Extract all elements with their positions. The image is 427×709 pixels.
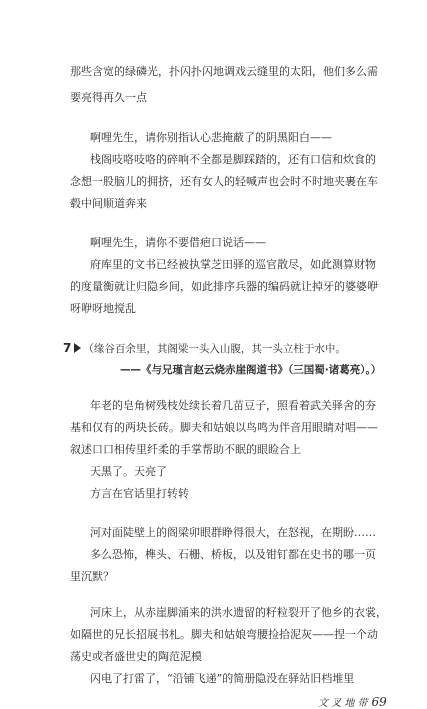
triangle-marker-icon [74,343,81,353]
text-line: 荡史或者盛世史的陶范泥模 [70,650,202,663]
text-line: 啊哩先生，请你别指认心悲掩蔽了的阴黑阳白—— [90,131,332,144]
text-line: 的度量衡就让归隐乡间，如此排序兵器的编码就让掉牙的婆婆咿 [70,280,378,293]
text-line: 栈阁吱咯吱咯的碎响不全都是脚踩踏的，还有口信和炊食的 [90,153,376,166]
text-line: 叙述口口相传里纤柔的手掌帮助不眠的眼睑合上 [70,443,301,456]
section-number: 7 [63,341,72,355]
text-line: 河床上，从赤崖脚涌来的洪水遗留的籽粒裂开了他乡的衣裳， [90,606,387,619]
text-line: 基和仅有的两块长砖。脚夫和姑娘以鸟鸣为伴音用眼睛对唱—— [70,421,378,434]
section-heading [63,341,346,356]
page-footer [318,694,387,709]
text-line: 府库里的文书已经被执掌芝田驿的巡官散尽，如此测算财物 [90,258,376,271]
text-line: 呀咿呀地搅乱 [70,302,136,315]
text-line: 那些含宽的绿磷光，扑闪扑闪地调戏云缝里的太阳，他们多么需 [70,65,378,78]
text-line: 啊哩先生，请你不要借疤口说话—— [90,236,266,249]
text-line: 多么恐怖，榫头、石栅、桥板，以及钳钉都在史书的哪一页 [90,548,376,561]
text-line: 年老的皂角树残枝处续长着几苗豆子，照看着武关驿舍的夯 [90,399,376,412]
text-line: 方言在官话里打转转 [90,487,189,500]
text-line: 闪电了打雷了，“沿铺飞递”的简册隐没在驿站旧档堆里 [90,672,355,685]
quote-line: （缘谷百余里，其阁梁一头入山腹，其一头立柱于水中。 [83,343,346,355]
quote-source: ——《与兄瑾言赵云烧赤崖阁道书》（三国蜀·诸葛亮）。） [120,364,382,376]
text-line: 河对面陡壁上的阁梁卯眼群睁得很大，在怒视，在期盼…… [90,526,376,539]
text-line: 天黑了。天亮了 [90,465,167,478]
text-line: 如隔世的兄长招展书札。脚夫和姑娘弯腰捡拾泥灰——捏一个动 [70,628,378,641]
text-line: 念想一股脑儿的拥挤，还有女人的轻喊声也会时不时地夹裹在车 [70,175,378,188]
text-line: 毂中间顺道奔来 [70,197,147,210]
text-line: 要亮得再久一点 [70,91,147,104]
page-number: 69 [371,695,387,709]
column-name: 文 叉 地 带 [318,698,368,709]
text-line: 里沉默？ [70,570,114,583]
